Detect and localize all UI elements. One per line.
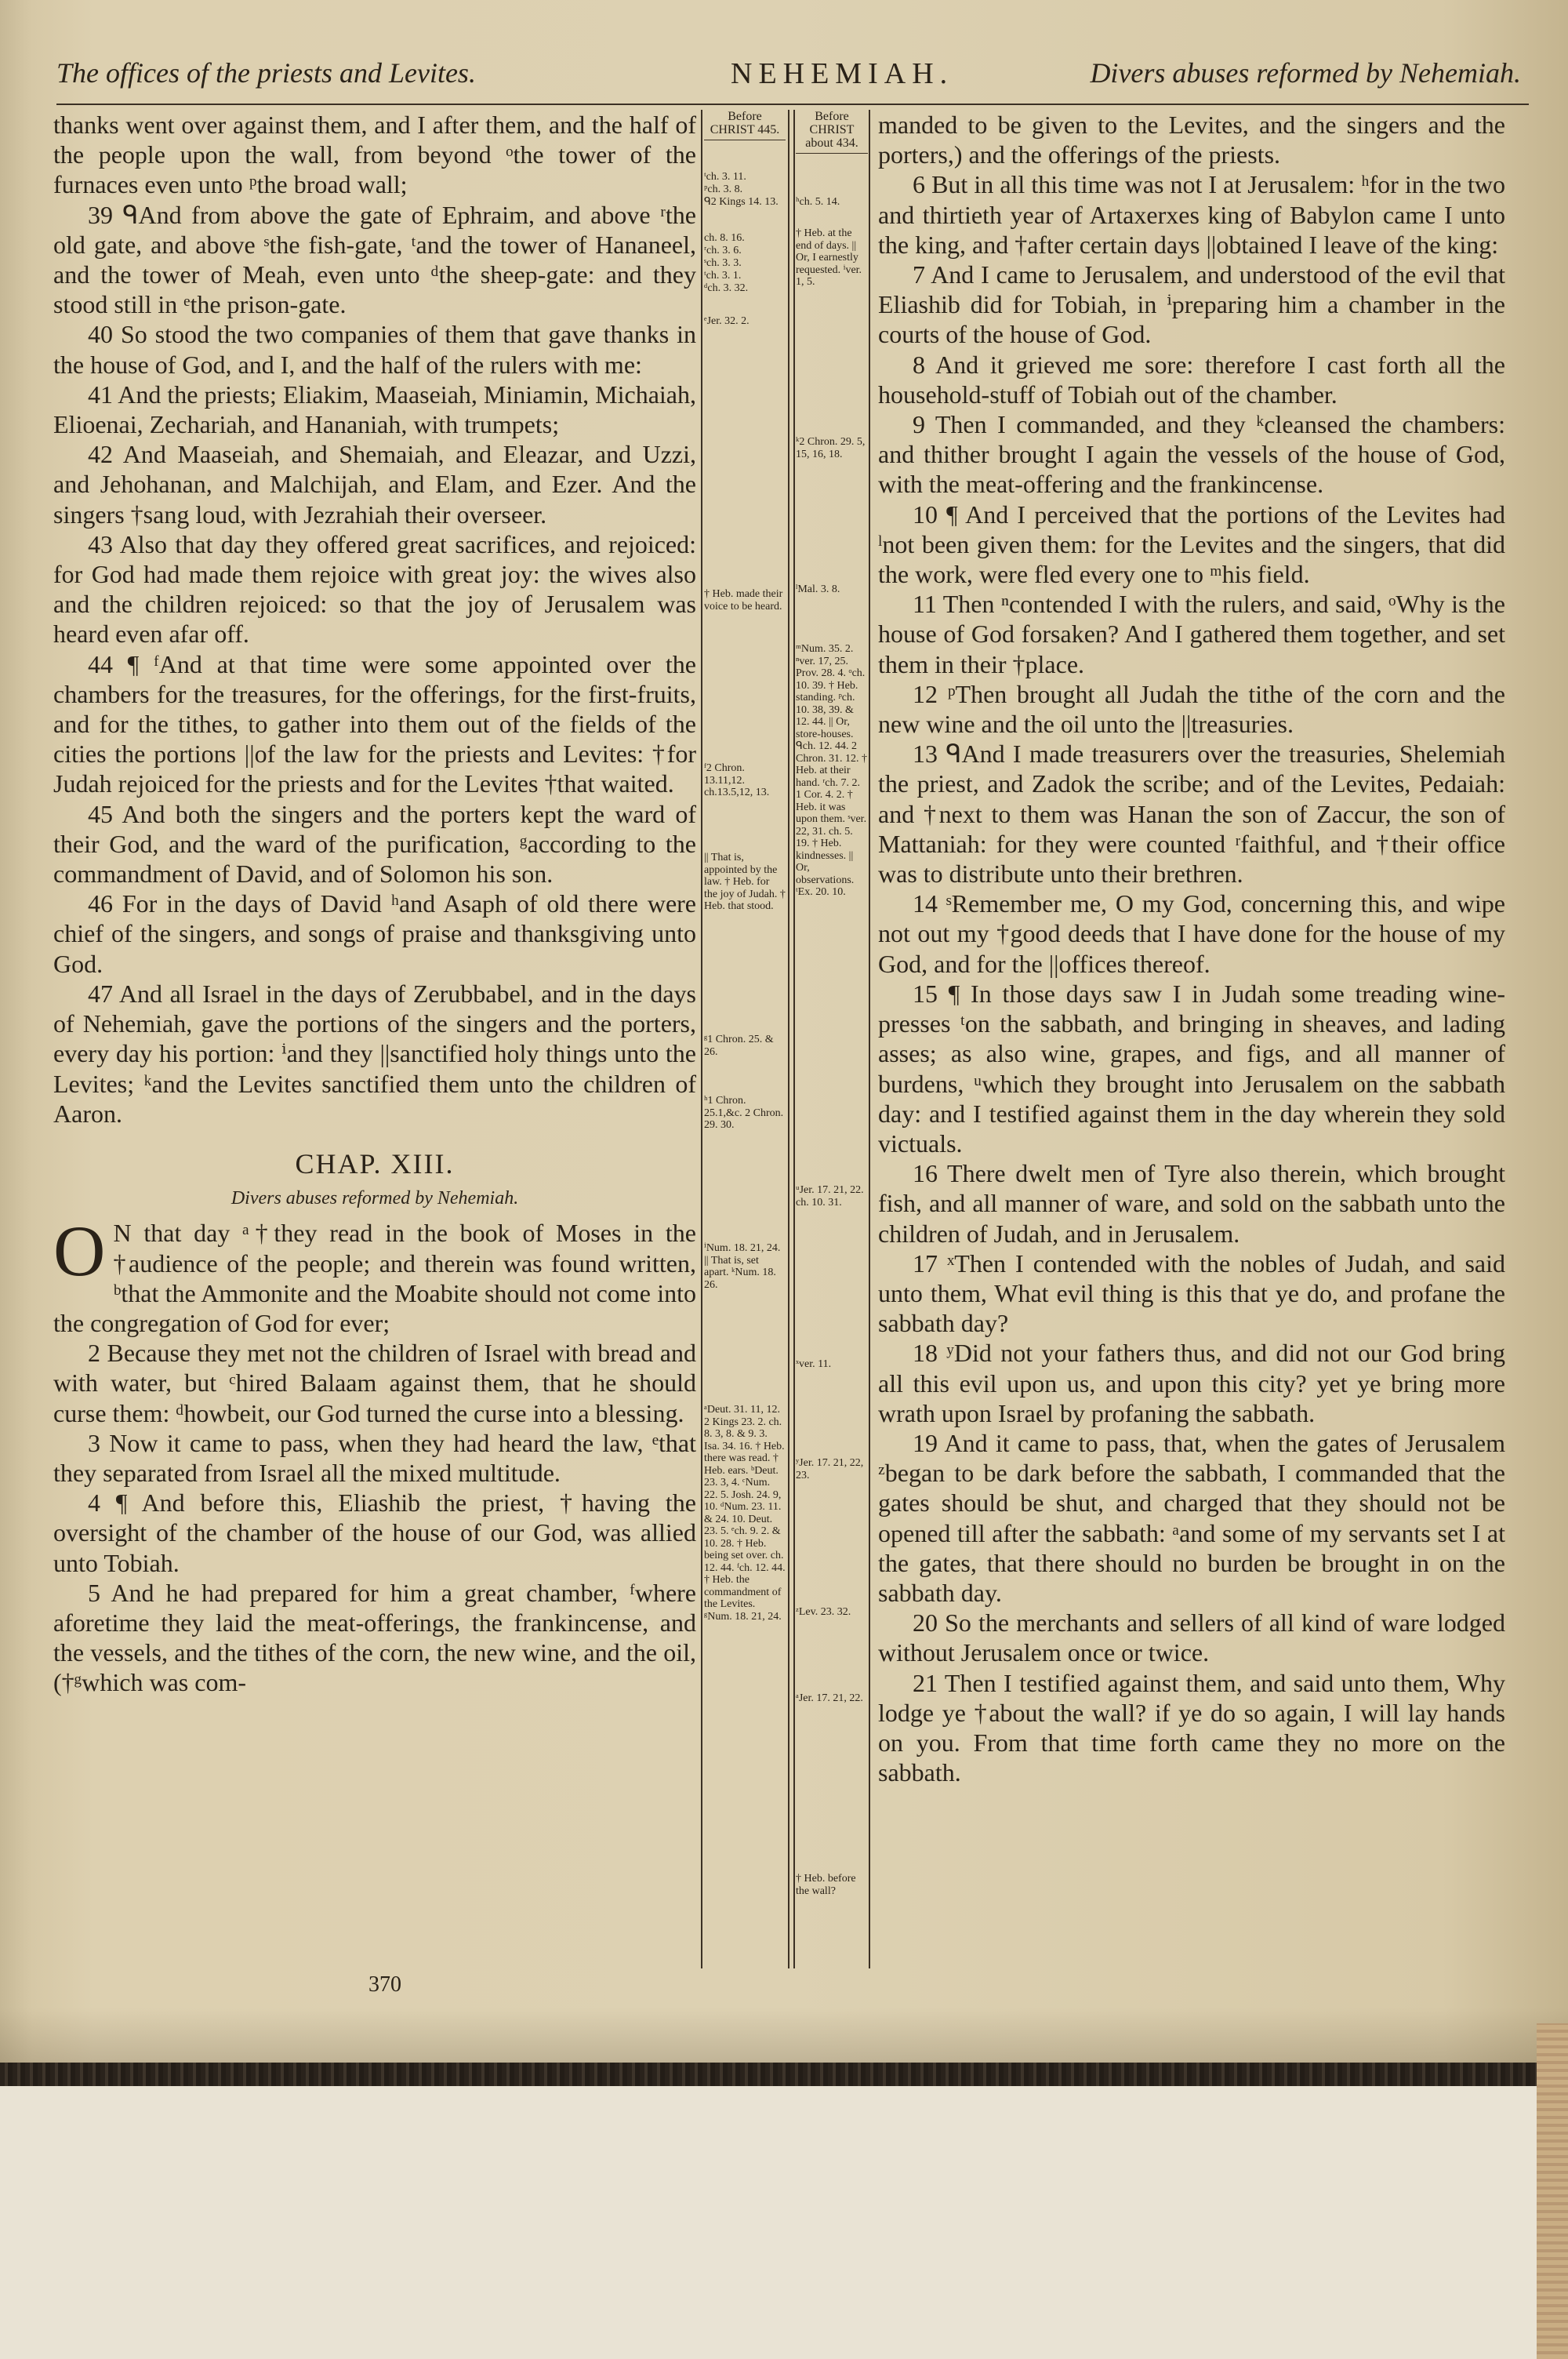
- margin-note: ˢch. 3. 3.: [704, 257, 742, 269]
- margin-note: ᵈch. 3. 32.: [704, 282, 749, 294]
- verse-41: 41 And the priests; Eliakim, Maaseiah, Miniamin, Michaiah, Elioenai, Zechariah, and Hananiah, with trumpets;: [53, 380, 696, 439]
- header-left: The offices of the priests and Levites.: [56, 57, 476, 89]
- book-cover-corner: [1537, 2023, 1568, 2359]
- margin-notes-right: [796, 110, 868, 1897]
- margin-note: ʸJer. 17. 21, 22, 23.: [796, 1457, 864, 1481]
- margin-note: ʰ1 Chron. 25.1,&c. 2 Chron. 29. 30.: [704, 1095, 784, 1131]
- header-rule: [56, 104, 1529, 105]
- margin-note: ᵃDeut. 31. 11, 12. 2 Kings 23. 2. ch. 8. 3, 8. & 9. 3. Isa. 34. 16. † Heb. there was read. † Heb. ears. ᵇDeut. 23. 3, 4. ᶜNum. 22. 5. Josh. 24. 9, 10. ᵈNum. 23. 11. & 24. 10. Deut. 23. 5. ᵉch. 9. 2. & 10. 28. † Heb. being set over. ch. 12. 44. ᶠch. 12. 44. † Heb. the commandment of the Levites. ᵍNum. 18. 21, 24.: [704, 1404, 786, 1623]
- left-column: [53, 110, 696, 1698]
- verse-13-20: 20 So the merchants and sellers of all kind of ware lodged without Jerusalem once or twice.: [878, 1608, 1505, 1667]
- verse-38-cont: thanks went over against them, and I after them, and the half of the people upon the wall, from beyond ᵒthe tower of the furnaces even unto ᵖthe broad wall;: [53, 111, 696, 199]
- verse-13-17: 17 ˣThen I contended with the nobles of Judah, and said unto them, What evil thing is this that ye do, and profane the sabbath day?: [878, 1249, 1505, 1338]
- verse-13-1: [53, 1211, 696, 1338]
- margin-note: † Heb. at the end of days. || Or, I earnestly requested. ⁱver. 1, 5.: [796, 227, 862, 288]
- verse-13-5: 5 And he had prepared for him a great chamber, ᶠwhere aforetime they laid the meat-offerings, the frankincense, and the vessels, and the tithes of the corn, the new wine, and the oil, (†ᵍwhich was com-: [53, 1578, 696, 1697]
- verse-13-2: 2 Because they met not the children of Israel with bread and with water, but ᶜhired Balaam against them, that he should curse them: ᵈhowbeit, our God turned the curse into a blessing.: [53, 1339, 696, 1427]
- verse-13-4: 4 ¶ And before this, Eliashib the priest, †having the oversight of the chamber of the house of our God, was allied unto Tobiah.: [53, 1488, 696, 1577]
- margin-note: ᵏ2 Chron. 29. 5, 15, 16, 18.: [796, 436, 866, 460]
- verse-13-16: 16 There dwelt men of Tyre also therein, which brought fish, and all manner of ware, and sold on the sabbath unto the children of Judah, and in Jerusalem.: [878, 1159, 1505, 1248]
- verse-39: 39 ᑫAnd from above the gate of Ephraim, and above ʳthe old gate, and above ˢthe fish-gate, ᵗand the tower of Hananeel, and the tower of Meah, even unto ᵈthe sheep-gate: and they stood still in ᵉthe prison-gate.: [53, 200, 696, 319]
- margin-note: † Heb. before the wall?: [796, 1873, 856, 1897]
- margin-note: ˣver. 11.: [796, 1358, 832, 1370]
- book-edge: [0, 2063, 1568, 2086]
- verse-13-12: 12 ᵖThen brought all Judah the tithe of the corn and the new wine and the oil unto the ||treasuries.: [878, 679, 1505, 739]
- margin-note: ᵐNum. 35. 2. ⁿver. 17, 25. Prov. 28. 4. ᵒch. 10. 39. † Heb. standing. ᵖch. 10. 38, 39. & 12. 44. || Or, store-houses. ᑫch. 12. 44. 2 Chron. 31. 12. † Heb. at their hand. ʳch. 7. 2. 1 Cor. 4. 2. † Heb. it was upon them. ˢver. 22, 31. ch. 5. 19. † Heb. kindnesses. || Or, observations. ᵗEx. 20. 10.: [796, 643, 867, 898]
- verse-47: 47 And all Israel in the days of Zerubbabel, and in the days of Nehemiah, gave the portions of the singers and the porters, every day his portion: ⁱand they ||sanctified holy things unto the Levites; ᵏand the Levites sanctified them unto the children of Aaron.: [53, 979, 696, 1128]
- margin-notes-left: [704, 110, 786, 1623]
- verse-45: 45 And both the singers and the porters kept the ward of their God, and the ward of the purification, ᵍaccording to the commandment of David, and of Solomon his son.: [53, 799, 696, 889]
- verse-44: 44 ¶ ᶠAnd at that time were some appointed over the chambers for the treasures, for the offerings, for the first-fruits, and for the tithes, to gather into them out of the fields of the cities the portions ||of the law for the priests and Levites: †for Judah rejoiced for the priests and for the Levites †that waited.: [53, 649, 696, 798]
- margin-note: ᵉJer. 32. 2.: [704, 315, 750, 327]
- verse-13-10: 10 ¶ And I perceived that the portions of the Levites had ˡnot been given them: for the Levites and the singers, that did the work, were fled every one to ᵐhis field.: [878, 500, 1505, 589]
- verse-13-13: 13 ᑫAnd I made treasurers over the treasuries, Shelemiah the priest, and Zadok the scribe; and of the Levites, Pedaiah: and †next to them was Hanan the son of Zaccur, the son of Mattaniah: for they were counted ʳfaithful, and †their office was to distribute unto their brethren.: [878, 740, 1505, 889]
- header-book-title: NEHEMIAH.: [731, 57, 954, 90]
- verse-13-19: 19 And it came to pass, that, when the gates of Jerusalem ᶻbegan to be dark before the sabbath, I commanded that the gates should be shut, and charged that they should not be opened till after the sabbath: ᵃand some of my servants set I at the gates, that there should no burden be brought in on the sabbath day.: [878, 1428, 1505, 1607]
- verse-13-5-cont: manded to be given to the Levites, and the singers and the porters,) and the offerings of the priests.: [878, 111, 1505, 169]
- margin-note: ᑫ2 Kings 14. 13.: [704, 196, 779, 208]
- verse-13-7: 7 And I came to Jerusalem, and understood of the evil that Eliashib did for Tobiah, in ⁱpreparing him a chamber in the courts of the house of God.: [878, 260, 1505, 349]
- verse-13-15: 15 ¶ In those days saw I in Judah some treading wine-presses ᵗon the sabbath, and bringing in sheaves, and lading asses; as also wine, grapes, and figs, and all manner of burdens, ᵘwhich they brought into Jerusalem on the sabbath day: and I testified against them in the day wherein they sold victuals.: [878, 979, 1505, 1158]
- verse-13-11: 11 Then ⁿcontended I with the rulers, and said, ᵒWhy is the house of God forsaken? And I gathered them together, and set them in their †place.: [878, 590, 1505, 678]
- margin-note: ch. 8. 16.: [704, 232, 745, 244]
- verse-13-18: 18 ʸDid not your fathers thus, and did not our God bring all this evil upon us, and upon this city? yet ye bring more wrath upon Israel by profaning the sabbath.: [878, 1339, 1505, 1427]
- chapter-summary: Divers abuses reformed by Nehemiah.: [230, 1188, 519, 1209]
- verse-13-3: 3 Now it came to pass, when they had heard the law, ᵉthat they separated from Israel all the mixed multitude.: [53, 1428, 696, 1487]
- verse-13-6: 6 But in all this time was not I at Jerusalem: ʰfor in the two and thirtieth year of Artaxerxes king of Babylon came I unto the king, and †after certain days ||obtained I leave of the king:: [878, 170, 1505, 259]
- running-header: [56, 56, 1521, 104]
- verse-13-8: 8 And it grieved me sore: therefore I cast forth all the household-stuff of Tobiah out of the chamber.: [878, 350, 1505, 409]
- verse-43: 43 Also that day they offered great sacrifices, and rejoiced: for God had made them rejoice with great joy: the wives also and the children rejoiced: so that the joy of Jerusalem was heard even afar off.: [53, 529, 696, 649]
- margin-note: || That is, appointed by the law. † Heb. for the joy of Judah. † Heb. that stood.: [704, 852, 786, 912]
- verse-13-21: 21 Then I testified against them, and said unto them, Why lodge ye †about the wall? if ye do so again, I will lay hands on you. From that time forth came they no more on the sabbath.: [878, 1668, 1505, 1787]
- column-rule: [793, 110, 795, 1968]
- drop-cap: O: [53, 1211, 106, 1292]
- margin-note: ᵃJer. 17. 21, 22.: [796, 1692, 863, 1704]
- column-rule: [869, 110, 870, 1968]
- margin-note: ʳch. 3. 6.: [704, 245, 742, 256]
- verse-13-14: 14 ˢRemember me, O my God, concerning this, and wipe not out my †good deeds that I have done for the house of my God, and for the ||offices thereof.: [878, 889, 1505, 978]
- margin-note: ˡMal. 3. 8.: [796, 583, 840, 595]
- verse-40: 40 So stood the two companies of them that gave thanks in the house of God, and I, and the half of the rulers with me:: [53, 320, 696, 379]
- margin-note: ᵗch. 3. 1.: [704, 270, 742, 282]
- chapter-title: CHAP. XIII.: [295, 1147, 455, 1180]
- margin-note: ᵍ1 Chron. 25. & 26.: [704, 1034, 774, 1058]
- header-right: Divers abuses reformed by Nehemiah.: [1090, 57, 1521, 89]
- margin-note: ʰch. 5. 14.: [796, 196, 840, 208]
- margin-note: ⁱNum. 18. 21, 24. || That is, set apart. ᵏNum. 18. 26.: [704, 1242, 781, 1291]
- date-heading-left: Before CHRIST 445.: [704, 110, 786, 140]
- column-rule: [701, 110, 702, 1968]
- right-column: [878, 110, 1505, 1787]
- margin-note: ᶻLev. 23. 32.: [796, 1606, 851, 1618]
- column-rule: [788, 110, 789, 1968]
- margin-note: ᵘJer. 17. 21, 22. ch. 10. 31.: [796, 1184, 864, 1209]
- margin-note: ᵗch. 3. 11.: [704, 171, 746, 183]
- margin-note: ᶠ2 Chron. 13.11,12. ch.13.5,12, 13.: [704, 762, 770, 798]
- verse-42: 42 And Maaseiah, and Shemaiah, and Eleazar, and Uzzi, and Jehohanan, and Malchijah, and Elam, and Ezer. And the singers †sang loud, with Jezrahiah their overseer.: [53, 440, 696, 529]
- page-number: 370: [368, 1972, 401, 1997]
- date-heading-right: Before CHRIST about 434.: [796, 110, 868, 154]
- verse-13-9: 9 Then I commanded, and they ᵏcleansed the chambers: and thither brought I again the vessels of the house of God, with the meat-offering and the frankincense.: [878, 410, 1505, 499]
- verse-46: 46 For in the days of David ʰand Asaph of old there were chief of the singers, and songs of praise and thanksgiving unto God.: [53, 889, 696, 978]
- margin-note: ᵖch. 3. 8.: [704, 184, 743, 195]
- margin-note: † Heb. made their voice to be heard.: [704, 588, 783, 612]
- verse-13-1-text: N that day ᵃ†they read in the book of Moses in the †audience of the people; and therein was found written, ᵇthat the Ammonite and the Moabite should not come into the congregation of God for ever;: [53, 1219, 696, 1337]
